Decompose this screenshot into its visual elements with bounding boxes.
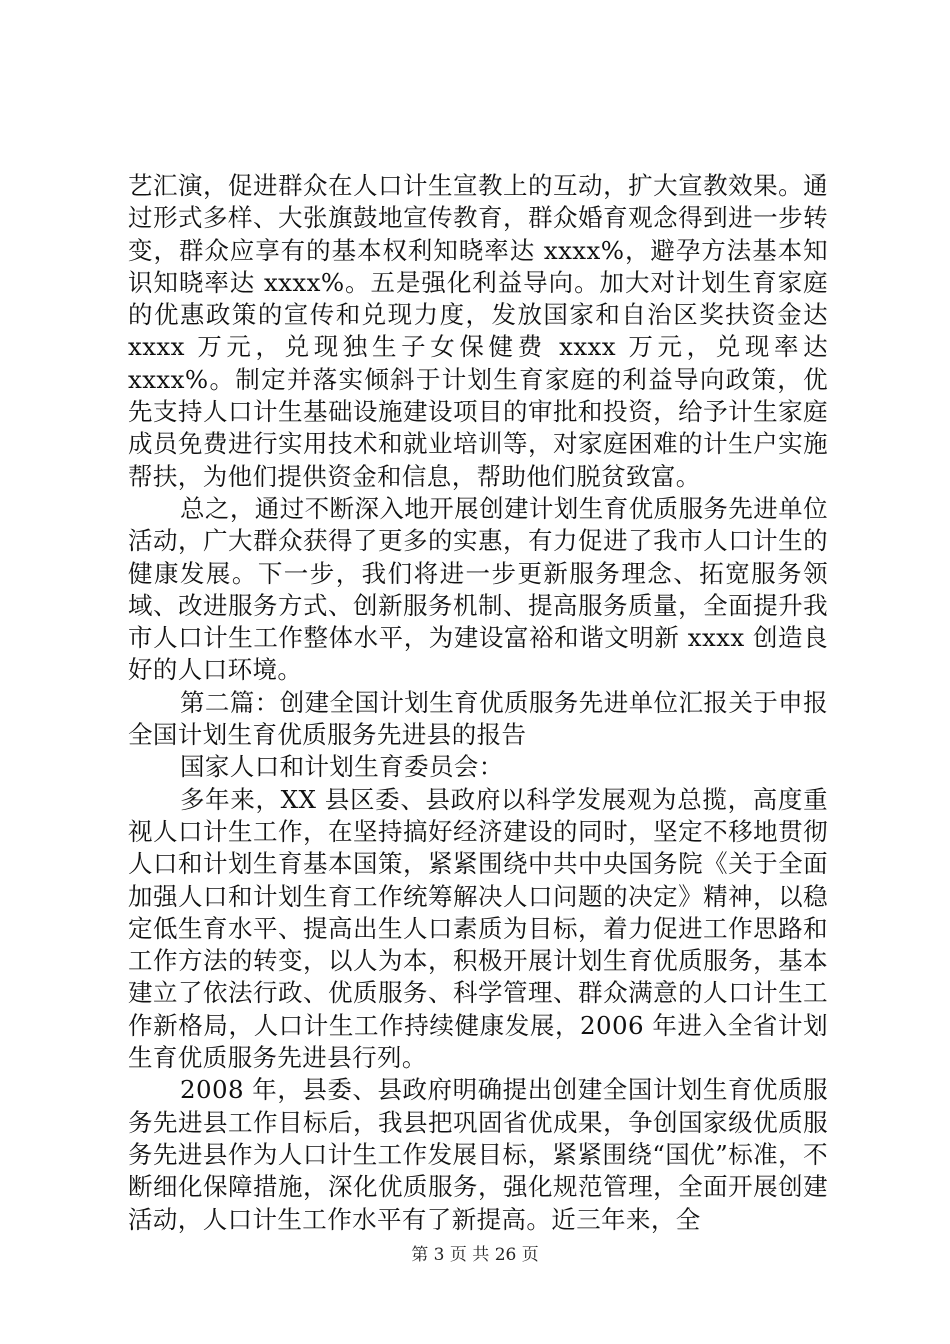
addressee-line: 国家人口和计划生育委员会： xyxy=(180,752,504,782)
paragraph-summary: 总之，通过不断深入地开展创建计划生育优质服务先进单位活动，广大群众获得了更多的实惠，有力促进了我市人口计生的健康发展。下一步，我们将进一步更新服务理念、拓宽服务领域、改进服务方式、创新服务机制、提高服务质量，全面提升我市人口计生工作整体水平，为建设富裕和谐文明新 xxxx 创造良好的人口环境。 xyxy=(128,493,828,685)
page-footer: 第 3 页 共 26 页 xyxy=(411,1245,539,1265)
section-heading: 第二篇：创建全国计划生育优质服务先进单位汇报关于申报全国计划生育优质服务先进县的报告 xyxy=(128,687,828,750)
paragraph-background: 多年来，XX 县区委、县政府以科学发展观为总揽，高度重视人口计生工作，在坚持搞好经济建设的同时，坚定不移地贯彻人口和计划生育基本国策，紧紧围绕中共中央国务院《关于全面加强人口和计划生育工作统筹解决人口问题的决定》精神，以稳定低生育水平、提高出生人口素质为目标，着力促进工作思路和工作方法的转变，以人为本，积极开展计划生育优质服务，基本建立了依法行政、优质服务、科学管理、群众满意的人口计生工作新格局，人口计生工作持续健康发展，2006 年进入全省计划生育优质服务先进县行列。 xyxy=(128,784,828,1073)
document-body xyxy=(128,170,828,1236)
paragraph-goal: 2008 年，县委、县政府明确提出创建全国计划生育优质服务先进县工作目标后，我县把巩固省优成果，争创国家级优质服务先进县作为人口计生工作发展目标，紧紧围绕“国优”标准，不断细化保障措施，深化优质服务，强化规范管理，全面开展创建活动，人口计生工作水平有了新提高。近三年来，全 xyxy=(128,1075,828,1234)
paragraph-continued: 艺汇演，促进群众在人口计生宣教上的互动，扩大宣教效果。通过形式多样、大张旗鼓地宣传教育，群众婚育观念得到进一步转变，群众应享有的基本权利知晓率达 xxxx%，避孕方法基本知识知晓率达 xxxx%。五是强化利益导向。加大对计划生育家庭的优惠政策的宣传和兑现力度，发放国家和自治区奖扶资金达 xxxx 万元，兑现独生子女保健费 xxxx 万元，兑现率达 xxxx%。制定并落实倾斜于计划生育家庭的利益导向政策，优先支持人口计生基础设施建设项目的审批和投资，给予计生家庭成员免费进行实用技术和就业培训等，对家庭困难的计生户实施帮扶，为他们提供资金和信息，帮助他们脱贫致富。 xyxy=(128,171,828,491)
